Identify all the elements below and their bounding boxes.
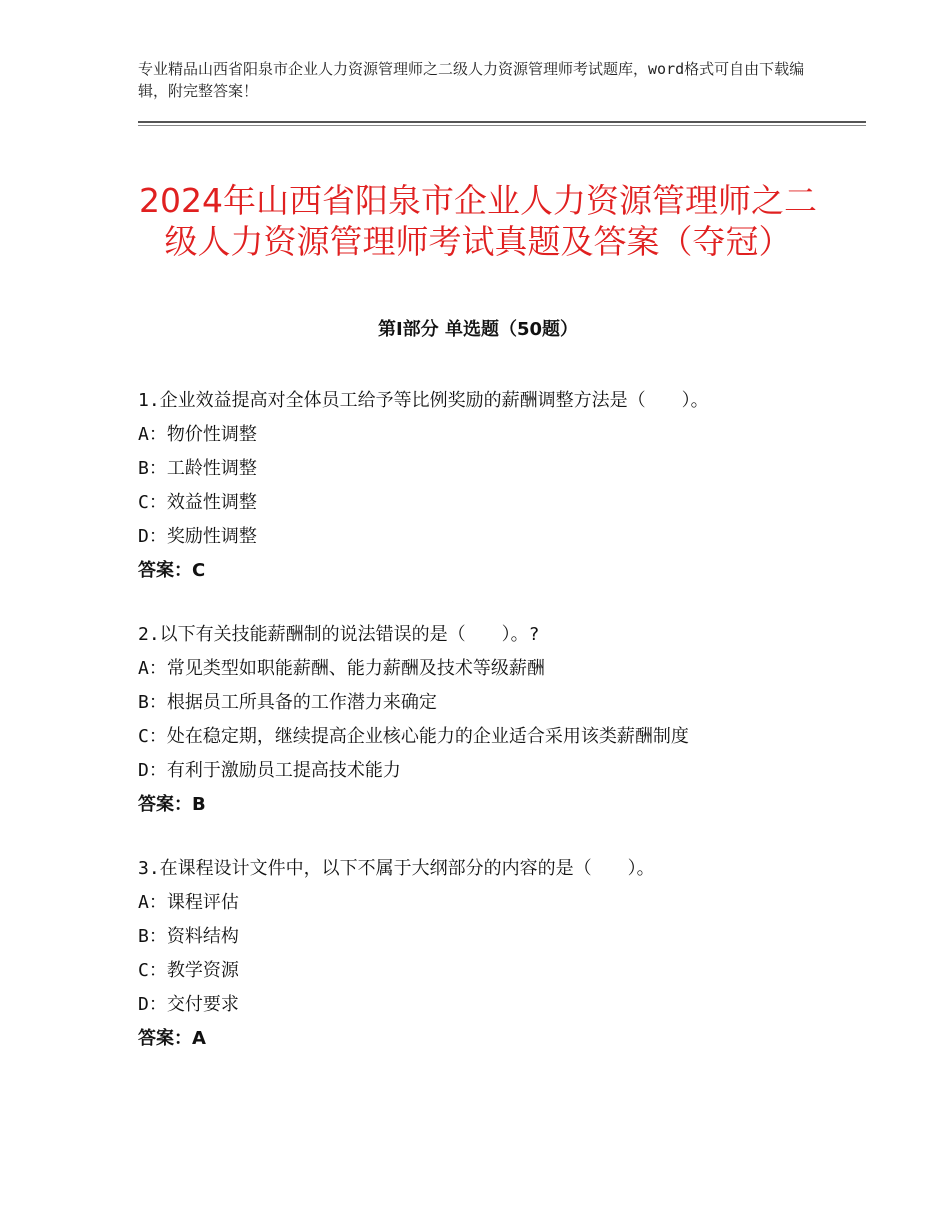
answer-line: 答案：A	[138, 1028, 206, 1049]
section-heading: 第Ⅰ部分 单选题（50题）	[377, 319, 578, 340]
question-stem: 3.在课程设计文件中，以下不属于大纲部分的内容的是（ ）。	[138, 858, 655, 879]
header-divider-thick	[138, 121, 866, 123]
option-b: B：资料结构	[138, 926, 239, 947]
header-divider-thin	[138, 125, 866, 126]
document-title: 2024年山西省阳泉市企业人力资源管理师之二级人力资源管理师考试真题及答案（夺冠）	[139, 181, 817, 262]
question-1	[138, 384, 838, 588]
option-d: D：交付要求	[138, 994, 239, 1015]
question-stem: 2.以下有关技能薪酬制的说法错误的是（ ）。?	[138, 624, 540, 645]
question-stem: 1.企业效益提高对全体员工给予等比例奖励的薪酬调整方法是（ ）。	[138, 390, 709, 411]
option-b: B：根据员工所具备的工作潜力来确定	[138, 692, 437, 713]
option-b: B：工龄性调整	[138, 458, 257, 479]
option-c: C：教学资源	[138, 960, 239, 981]
question-3	[138, 852, 838, 1056]
option-d: D：奖励性调整	[138, 526, 257, 547]
header-note: 专业精品山西省阳泉市企业人力资源管理师之二级人力资源管理师考试题库，word格式可自由下载编辑，附完整答案！	[138, 60, 805, 100]
question-2	[138, 618, 838, 822]
option-a: A：常见类型如职能薪酬、能力薪酬及技术等级薪酬	[138, 658, 545, 679]
option-c: C：处在稳定期，继续提高企业核心能力的企业适合采用该类薪酬制度	[138, 726, 689, 747]
question-list	[138, 384, 838, 1086]
answer-line: 答案：B	[138, 794, 206, 815]
option-d: D：有利于激励员工提高技术能力	[138, 760, 401, 781]
option-a: A：课程评估	[138, 892, 239, 913]
answer-line: 答案：C	[138, 560, 206, 581]
option-c: C：效益性调整	[138, 492, 257, 513]
option-a: A：物价性调整	[138, 424, 257, 445]
